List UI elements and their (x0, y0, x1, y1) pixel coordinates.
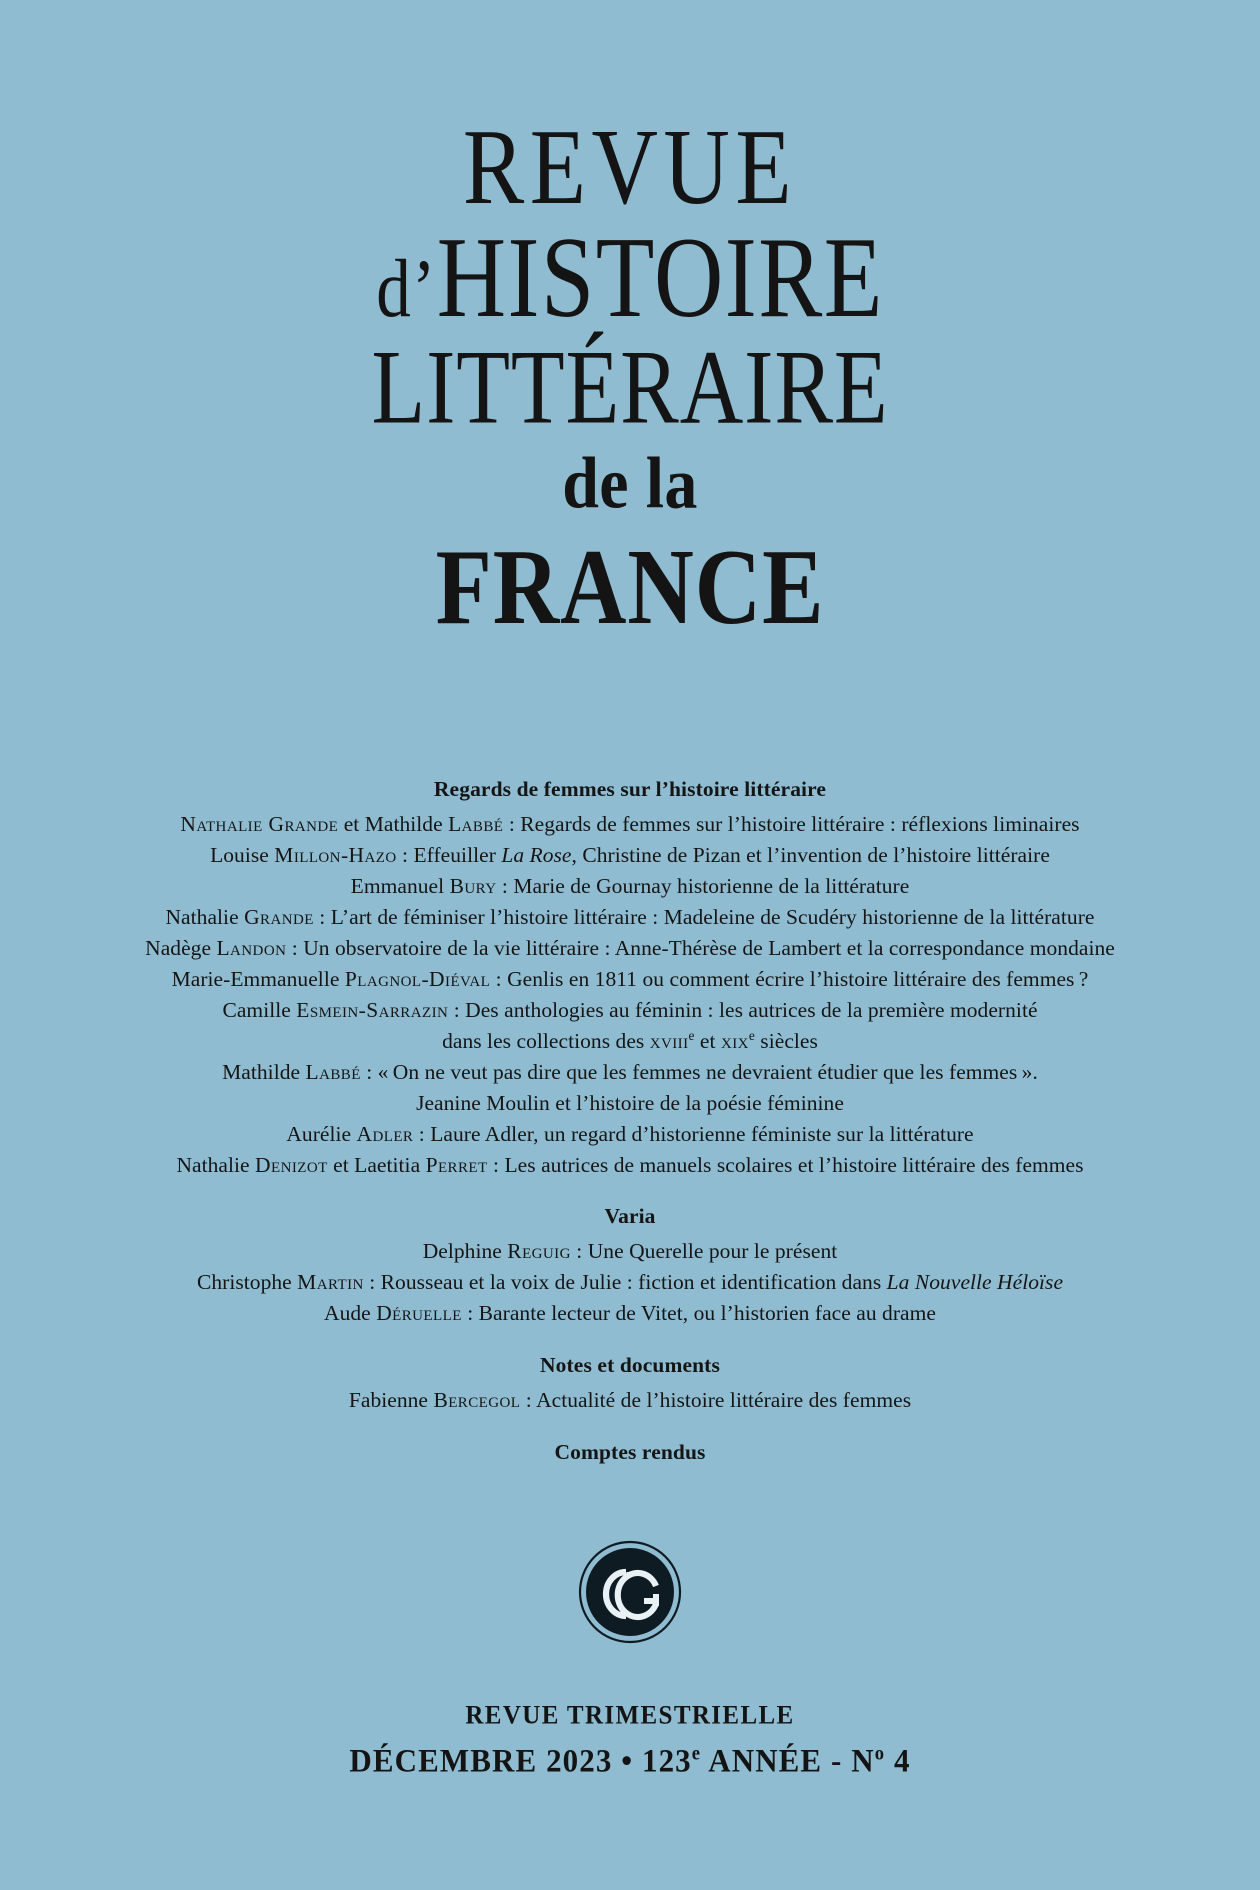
entry-separator: : (503, 812, 521, 837)
entry-author-lastname: Bercegol (433, 1388, 521, 1413)
toc-entry (63, 1236, 1197, 1267)
entry-author-first: Aurélie (286, 1121, 357, 1146)
entry-separator: : (286, 935, 304, 960)
entry-author-lastname: Bury (449, 873, 497, 898)
toc-entry (63, 1267, 1197, 1298)
toc-entry (63, 1057, 1197, 1119)
footer-issue-line (0, 1741, 1260, 1782)
section-heading-notes: Notes et documents (540, 1353, 720, 1378)
entry-line2-pre: dans les collections des (442, 1028, 650, 1053)
entry-separator: : (363, 1270, 381, 1295)
entry-author-first: Fabienne (348, 1388, 434, 1413)
toc-entry (63, 1298, 1197, 1329)
entry-title: Regards de femmes sur l’histoire littéraire : réflexions liminaires (520, 812, 1080, 837)
entry-author-lastname: Grande (268, 812, 339, 837)
toc-entry (63, 1119, 1197, 1150)
entry-author-first: Emmanuel (350, 873, 450, 898)
entry-century-19-sup: e (748, 1027, 755, 1043)
entry-author-lastname: Grande (244, 904, 314, 929)
footer-year-number: 123 (642, 1741, 692, 1779)
entry-title: Laure Adler, un regard d’historienne féministe sur la littérature (430, 1121, 974, 1146)
entry-title-italic: La Nouvelle Héloïse (886, 1270, 1064, 1295)
entry-author-lastname: Martin (297, 1270, 364, 1295)
masthead-line-france: FRANCE (435, 526, 825, 647)
entry-author-first: Nathalie (165, 904, 245, 929)
masthead-line-revue: REVUE (462, 106, 798, 227)
entry-separator: : (496, 873, 514, 898)
entry-title-continuation: Jeanine Moulin et l’histoire de la poésie féminine (416, 1090, 844, 1115)
entry-separator: : (396, 842, 414, 867)
entry-author-join: et Mathilde (338, 812, 449, 837)
masthead-histoire-prefix: d (376, 241, 413, 334)
footer-year-ordinal-sup: e (691, 1742, 702, 1765)
entry-author-lastname: Labbé (305, 1059, 361, 1084)
entry-separator: : (313, 904, 331, 929)
toc-entry (63, 809, 1197, 840)
footer-date: DÉCEMBRE 2023 (349, 1741, 613, 1779)
entry-author-first: Delphine (422, 1239, 508, 1264)
entry-title: « On ne veut pas dire que les femmes ne devraient étudier que les femmes ». (377, 1059, 1038, 1084)
footer-periodicity: REVUE TRIMESTRIELLE (465, 1701, 795, 1730)
entry-author-join: et Laetitia (327, 1152, 426, 1177)
entry-title-pre: Rousseau et la voix de Julie : fiction et identification dans (380, 1270, 887, 1295)
entry-author-lastname: Plagnol-Diéval (344, 966, 491, 991)
entry-author-first: Louise (210, 842, 275, 867)
entry-author-lastname-2: Labbé (448, 812, 504, 837)
toc-entry (63, 995, 1197, 1057)
entry-author-first: Christophe (196, 1270, 298, 1295)
masthead-line-histoire (0, 212, 1260, 342)
footer-year-word: ANNÉE - N (701, 1741, 875, 1779)
entry-author-first: Nathalie (176, 1152, 256, 1177)
entry-century-18: xviii (649, 1028, 689, 1053)
entry-separator: : (570, 1239, 588, 1264)
entry-author-lastname: Esmein-Sarrazin (296, 997, 449, 1022)
entry-title: Une Querelle pour le présent (587, 1239, 838, 1264)
entry-separator: : (490, 966, 508, 991)
entry-line2-post: siècles (754, 1028, 818, 1053)
entry-line2-mid: et (694, 1028, 721, 1053)
entry-separator: : (360, 1059, 378, 1084)
entry-title: Actualité de l’histoire littéraire des femmes (536, 1388, 912, 1413)
masthead (0, 106, 1260, 647)
section-heading-dossier: Regards de femmes sur l’histoire littéraire (433, 777, 827, 801)
toc-entry (63, 840, 1197, 871)
section-heading-comptes-rendus: Comptes rendus (554, 1440, 706, 1465)
cover-footer (0, 1700, 1260, 1780)
entry-title: Barante lecteur de Vitet, ou l’historien face au drame (478, 1301, 936, 1326)
entry-author-lastname: Millon-Hazo (274, 842, 397, 867)
entry-separator: : (448, 997, 466, 1022)
masthead-line-dela: de la (562, 443, 698, 524)
entry-author-first: Aude (324, 1301, 377, 1326)
entry-author-lastname: Landon (216, 935, 287, 960)
entry-title-pre: Effeuiller (413, 842, 502, 867)
entry-author-first: Nathalie (180, 812, 269, 837)
entry-title: Les autrices de manuels scolaires et l’histoire littéraire des femmes (504, 1152, 1084, 1177)
toc-entry (63, 964, 1197, 995)
publisher-logo (0, 1540, 1260, 1649)
cg-monogram-icon (578, 1540, 682, 1644)
entry-separator: : (520, 1388, 537, 1413)
entry-separator: : (461, 1301, 479, 1326)
entry-author-first: Nadège (145, 935, 217, 960)
entry-title: Des anthologies au féminin : les autrices de la première modernité (465, 997, 1038, 1022)
entry-title: Genlis en 1811 ou comment écrire l’histoire littéraire des femmes ? (507, 966, 1089, 991)
entry-title: L’art de féminiser l’histoire littéraire : Madeleine de Scudéry historienne de la littérature (330, 904, 1095, 929)
toc-entry (63, 1150, 1197, 1181)
section-heading-varia: Varia (604, 1204, 656, 1229)
footer-issue-number: 4 (885, 1741, 911, 1779)
entry-author-lastname: Reguig (507, 1239, 571, 1264)
entry-author-lastname: Déruelle (376, 1301, 462, 1326)
entry-author-first: Camille (222, 997, 297, 1022)
entry-author-lastname: Adler (356, 1121, 414, 1146)
entry-author-lastname: Denizot (255, 1152, 328, 1177)
entry-author-lastname-2: Perret (425, 1152, 488, 1177)
entry-title-italic: La Rose (501, 842, 572, 867)
entry-author-first: Marie-Emmanuelle (171, 966, 345, 991)
entry-title-continuation (63, 1026, 1197, 1057)
entry-century-18-sup: e (688, 1027, 695, 1043)
masthead-histoire-apostrophe: ’ (412, 241, 437, 334)
footer-bullet: • (612, 1741, 643, 1779)
toc-entry (63, 1385, 1197, 1416)
toc-entry (63, 933, 1197, 964)
entry-author-first: Mathilde (222, 1059, 306, 1084)
toc-entry (63, 902, 1197, 933)
masthead-line-litteraire: LITTÉRAIRE (371, 330, 889, 447)
entry-title: Marie de Gournay historienne de la littérature (513, 873, 910, 898)
masthead-histoire-main: HISTOIRE (436, 212, 884, 342)
entry-separator: : (413, 1121, 431, 1146)
entry-separator: : (487, 1152, 505, 1177)
table-of-contents (63, 775, 1197, 1472)
toc-entry (63, 871, 1197, 902)
entry-title: Un observatoire de la vie littéraire : Anne-Thérèse de Lambert et la correspondance mondaine (303, 935, 1115, 960)
footer-numero-sup: o (874, 1742, 886, 1765)
entry-title-post: , Christine de Pizan et l’invention de l’histoire littéraire (571, 842, 1050, 867)
entry-century-19: xix (720, 1028, 749, 1053)
